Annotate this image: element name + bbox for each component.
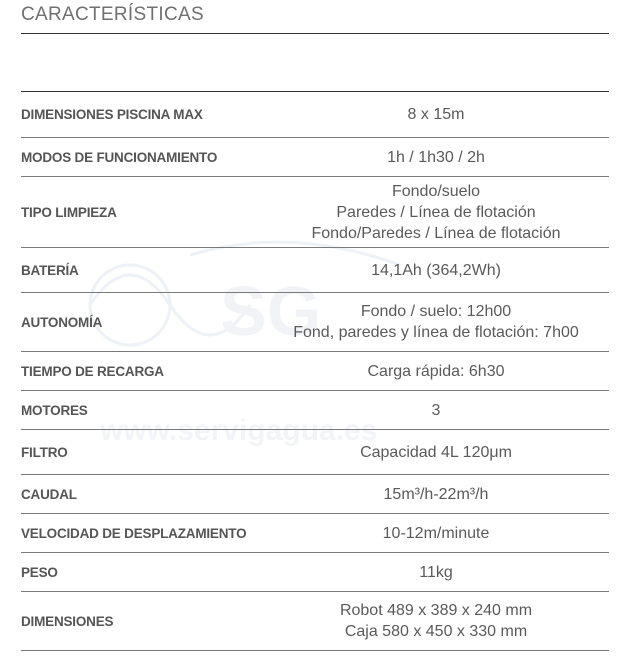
spec-value-line: Fondo/suelo — [391, 182, 481, 200]
spec-value-line: Fond, paredes y línea de flotación: 7h00 — [293, 324, 579, 341]
spec-label: BATERÍA — [21, 248, 263, 293]
spec-value — [263, 293, 609, 352]
spec-label: MOTORES — [21, 391, 263, 430]
spec-row — [21, 352, 609, 391]
spec-row — [21, 293, 609, 352]
spec-value — [263, 177, 609, 248]
spec-value — [263, 138, 609, 177]
spec-value-line: 15m³/h-22m³/h — [383, 485, 489, 503]
spec-value — [263, 592, 609, 651]
spec-row — [21, 553, 609, 592]
spec-row — [21, 138, 609, 177]
spec-row — [21, 514, 609, 553]
spec-label: CAUDAL — [21, 475, 263, 514]
spec-value — [263, 430, 609, 475]
spec-value-line: Capacidad 4L 120μm — [360, 443, 512, 461]
specifications-table — [21, 91, 609, 651]
spec-value-line: Paredes / Línea de flotación — [336, 203, 536, 221]
spec-value-line: Carga rápida: 6h30 — [367, 362, 505, 380]
spec-label: TIEMPO DE RECARGA — [21, 352, 263, 391]
title-divider — [21, 33, 609, 34]
spec-value-line: 8 x 15m — [407, 106, 465, 123]
spec-row — [21, 177, 609, 248]
spec-value-line: Caja 580 x 450 x 330 mm — [344, 623, 528, 640]
spec-value-line: 11kg — [419, 563, 453, 581]
spec-row — [21, 475, 609, 514]
spec-row — [21, 92, 609, 138]
spec-row — [21, 592, 609, 651]
spec-value — [263, 475, 609, 514]
spec-value-line: Fondo/Paredes / Línea de flotación — [311, 224, 561, 242]
spec-value-line: 14,1Ah (364,2Wh) — [371, 261, 501, 279]
spec-value — [263, 514, 609, 553]
spec-row — [21, 248, 609, 293]
spec-label: MODOS DE FUNCIONAMIENTO — [21, 138, 263, 177]
svg-text:SG: SG — [220, 272, 322, 350]
spec-label: AUTONOMÍA — [21, 293, 263, 352]
spec-label: DIMENSIONES PISCINA MAX — [21, 92, 263, 138]
spec-value-line: 1h / 1h30 / 2h — [387, 148, 485, 166]
spec-label: DIMENSIONES — [21, 592, 263, 651]
spec-label: PESO — [21, 553, 263, 592]
spec-value — [263, 352, 609, 391]
spec-row — [21, 430, 609, 475]
spec-value — [263, 92, 609, 138]
spec-value-line: Robot 489 x 389 x 240 mm — [339, 602, 533, 619]
spec-value — [263, 391, 609, 430]
spec-label: TIPO LIMPIEZA — [21, 177, 263, 248]
watermark-text: www.servigagua.es — [100, 414, 378, 447]
spec-row — [21, 391, 609, 430]
page-title: CARACTERÍSTICAS — [21, 4, 204, 25]
spec-value — [263, 248, 609, 293]
spec-value-line: Fondo / suelo: 12h00 — [360, 303, 512, 320]
spec-value-line: 10-12m/minute — [382, 524, 490, 542]
spec-value-line: 3 — [431, 401, 441, 419]
spec-value — [263, 553, 609, 592]
spec-label: FILTRO — [21, 430, 263, 475]
spec-label: VELOCIDAD DE DESPLAZAMIENTO — [21, 514, 263, 553]
